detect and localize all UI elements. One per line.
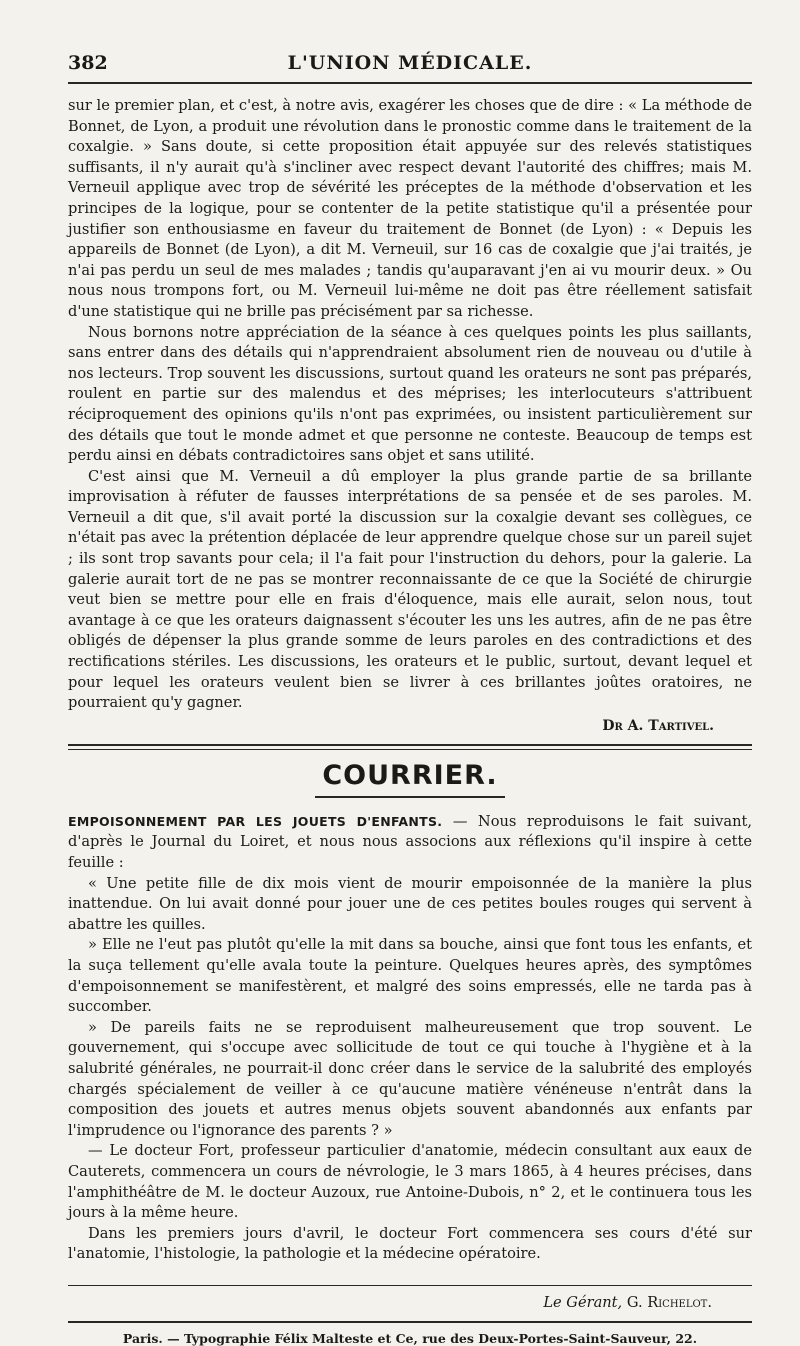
page-number: 382 bbox=[68, 52, 108, 74]
news-lead-in: EMPOISONNEMENT PAR LES JOUETS D'ENFANTS. bbox=[68, 813, 443, 829]
section-divider bbox=[68, 744, 752, 750]
gerant-name: G. Richelot. bbox=[626, 1293, 712, 1311]
courrier-paragraph-1 bbox=[68, 812, 752, 874]
printer-imprint: Paris. — Typographie Félix Malteste et Ce, rue des Deux-Portes-Saint-Sauveur, 22. bbox=[122, 1330, 698, 1346]
courrier-paragraph-6: Dans les premiers jours d'avril, le docteur Fort commencera ses cours d'été sur l'anatomie, l'histologie, la pathologie et la médecine opératoire. bbox=[68, 1224, 752, 1263]
courrier-section bbox=[68, 756, 752, 1265]
article-paragraph-1: sur le premier plan, et c'est, à notre avis, exagérer les choses que de dire : « La méthode de Bonnet, de Lyon, a produit une révolution dans le pronostic comme dans le traitement de la coxalgie. » Sans doute, si cette proposition était appuyée sur des relevés statistiques suffisants, il n'y aurait qu'à s'incliner avec respect devant l'autorité des chiffres; mais M. Verneuil applique avec trop de sévérité les préceptes de la méthode d'observation et les principes de la logique, pour se contenter de la petite statistique qu'il a présentée pour justifier son enthousiasme en faveur du traitement de Bonnet (de Lyon) : « Depuis les appareils de Bonnet (de Lyon), a dit M. Verneuil, sur 16 cas de coxalgie que j'ai traités, je n'ai pas perdu un seul de mes malades ; tandis qu'auparavant j'en ai vu mourir deux. » Ou nous nous trompons fort, ou M. Verneuil lui-même ne doit pas être réellement satisfait d'une statistique qui ne brille pas précisément par sa richesse. bbox=[68, 97, 752, 320]
title-underline bbox=[315, 796, 505, 798]
courrier-paragraph-2: « Une petite fille de dix mois vient de mourir empoisonnée de la manière la plus inattendue. On lui avait donné pour jouer une de ces petites boules rouges qui servent à abattre les quilles. bbox=[68, 874, 752, 933]
running-head bbox=[68, 52, 752, 84]
courrier-paragraph-4: » De pareils faits ne se reproduisent malheureusement que trop souvent. Le gouvernement, qui s'occupe avec sollicitude de tout ce qui touche à l'hygiène et à la salubrité générales, ne pourrait-il donc créer dans le service de la salubrité des employés chargés spécialement de veiller à ce qu'aucune matière vénéneuse n'entrât dans la composition des jouets et autres menus objets souvent abandonnés aux enfants par l'imprudence ou l'ignorance des parents ? » bbox=[68, 1018, 752, 1139]
journal-title: L'UNION MÉDICALE. bbox=[287, 52, 533, 74]
gerant-signature bbox=[68, 1294, 712, 1311]
article-paragraph-2: Nous bornons notre appréciation de la séance à ces quelques points les plus saillants, sans entrer dans des détails qui n'apprendraient absolument rien de nouveau ou d'utile à nos lecteurs. Trop souvent les discussions, surtout quand les orateurs ne sont pas préparés, roulent en partie sur des malendus et des méprises; les interlocuteurs s'attribuent réciproquement des opinions qu'ils n'ont pas exprimées, ou insistent particulièrement sur des détails que tout le monde admet et que personne ne conteste. Beaucoup de temps est perdu ainsi en débats contradictoires sans objet et sans utilité. bbox=[68, 323, 752, 465]
section-title: COURRIER. bbox=[322, 759, 498, 791]
article-body bbox=[68, 96, 752, 734]
gerant-role: Le Gérant, bbox=[543, 1293, 623, 1311]
article-paragraph-3: C'est ainsi que M. Verneuil a dû employer la plus grande partie de sa brillante improvisation à réfuter de fausses interprétations de sa pensée et de ses paroles. M. Verneuil a dit que, s'il avait porté la discussion sur la coxalgie devant ses collègues, ce n'était pas avec la prétention déplacée de leur apprendre quelque chose sur un pareil sujet ; ils sont trop savants pour cela; il l'a fait pour l'instruction du dehors, pour la galerie. La galerie aurait tort de ne pas se montrer reconnaissante de ce que la Société de chirurgie veut bien se mettre pour elle en frais d'éloquence, mais elle aurait, selon nous, tout avantage à ce que les orateurs daignassent s'écouter les uns les autres, afin de ne pas être obligés de dépenser la plus grande somme de leurs paroles en des contradictions et des rectifications stériles. Les discussions, les orateurs et le public, surtout, devant lequel et pour lequel les orateurs veulent bien se livrer à ces brillantes joûtes oratoires, ne pourraient qu'y gagner. bbox=[68, 467, 752, 712]
gerant-rule bbox=[68, 1285, 752, 1286]
footer-rule bbox=[68, 1321, 752, 1323]
courrier-paragraph-3: » Elle ne l'eut pas plutôt qu'elle la mit dans sa bouche, ainsi que font tous les enfants, et la suça tellement qu'elle avala toute la peinture. Quelques heures après, des symptômes d'empoisonnement se manifestèrent, et malgré des soins empressés, elle ne tarda pas à succomber. bbox=[68, 936, 752, 1016]
news-lead-text: — Nous reproduisons le fait suivant, d'après le Journal du Loiret, et nous nous associons aux réflexions qu'il inspire à cette feuille : bbox=[68, 812, 752, 871]
author-signature: Dr A. Tartivel. bbox=[602, 717, 714, 734]
courrier-paragraph-5: — Le docteur Fort, professeur particulier d'anatomie, médecin consultant aux eaux de Cauterets, commencera un cours de névrologie, le 3 mars 1865, à 4 heures précises, dans l'amphithéâtre de M. le docteur Auzoux, rue Antoine-Dubois, n° 2, et le continuera tous les jours à la même heure. bbox=[68, 1142, 752, 1222]
